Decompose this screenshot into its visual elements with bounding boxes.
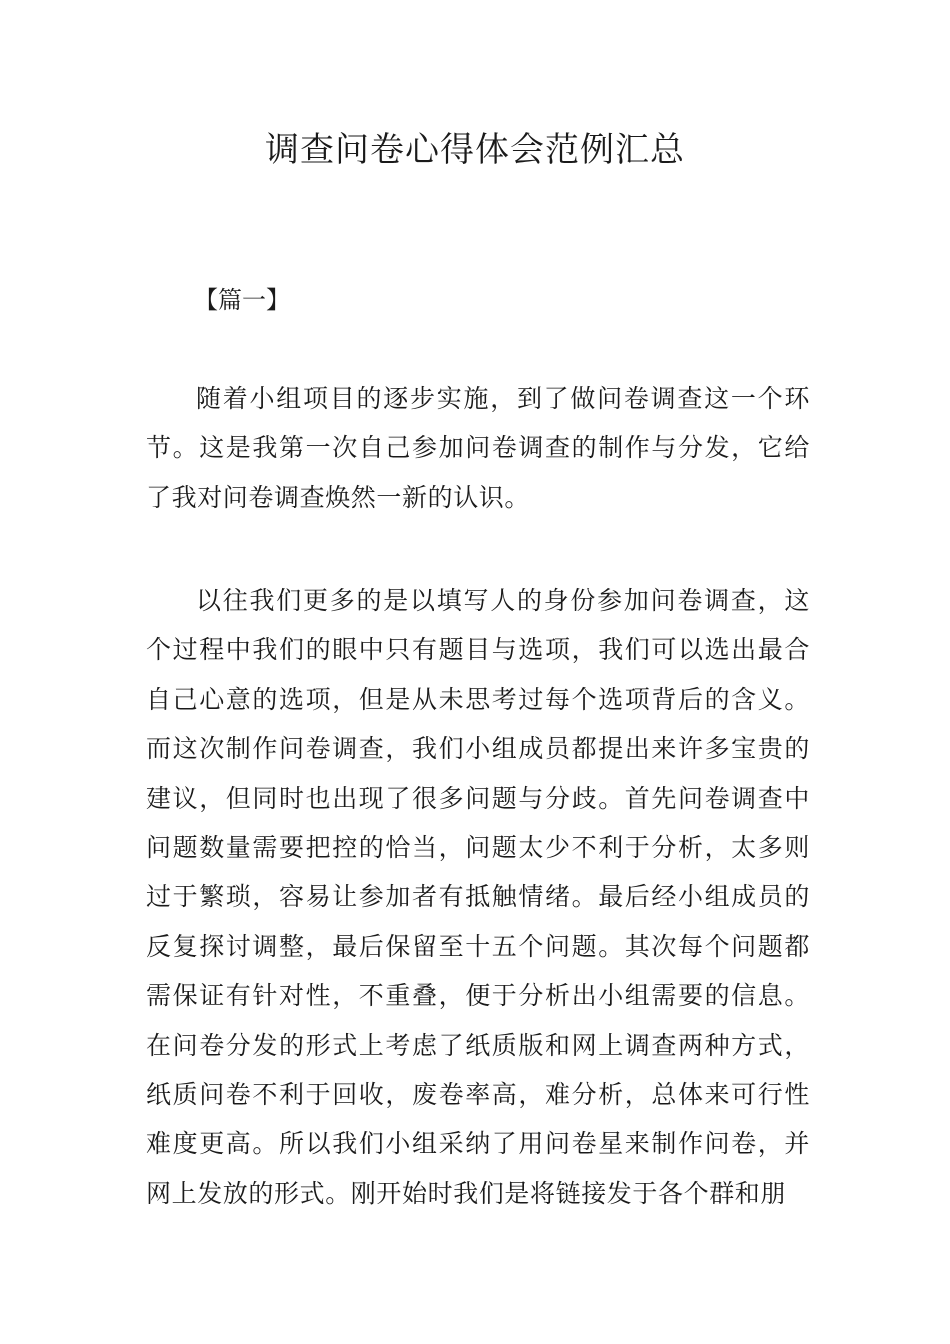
paragraph-2: 以往我们更多的是以填写人的身份参加问卷调查，这个过程中我们的眼中只有题目与选项，我们可以选出最合自己心意的选项，但是从未思考过每个选项背后的含义。而这次制作问卷调查，我们小组成员都提出来许多宝贵的建议，但同时也出现了很多问题与分歧。首先问卷调查中问题数量需要把控的恰当，问题太少不利于分析，太多则过于繁琐，容易让参加者有抵触情绪。最后经小组成员的反复探讨调整，最后保留至十五个问题。其次每个问题都需保证有针对性，不重叠，便于分析出小组需要的信息。在问卷分发的形式上考虑了纸质版和网上调查两种方式，纸质问卷不利于回收，废卷率高，难分析，总体来可行性难度更高。所以我们小组采纳了用问卷星来制作问卷，并网上发放的形式。刚开始时我们是将链接发于各个群和朋: [146, 586, 810, 1208]
document-title: 调查问卷心得体会范例汇总: [265, 130, 685, 170]
paragraph-1: 随着小组项目的逐步实施，到了做问卷调查这一个环节。这是我第一次自己参加问卷调查的制作与分发，它给了我对问卷调查焕然一新的认识。: [146, 384, 810, 512]
section-label: 【篇一】: [194, 286, 290, 314]
